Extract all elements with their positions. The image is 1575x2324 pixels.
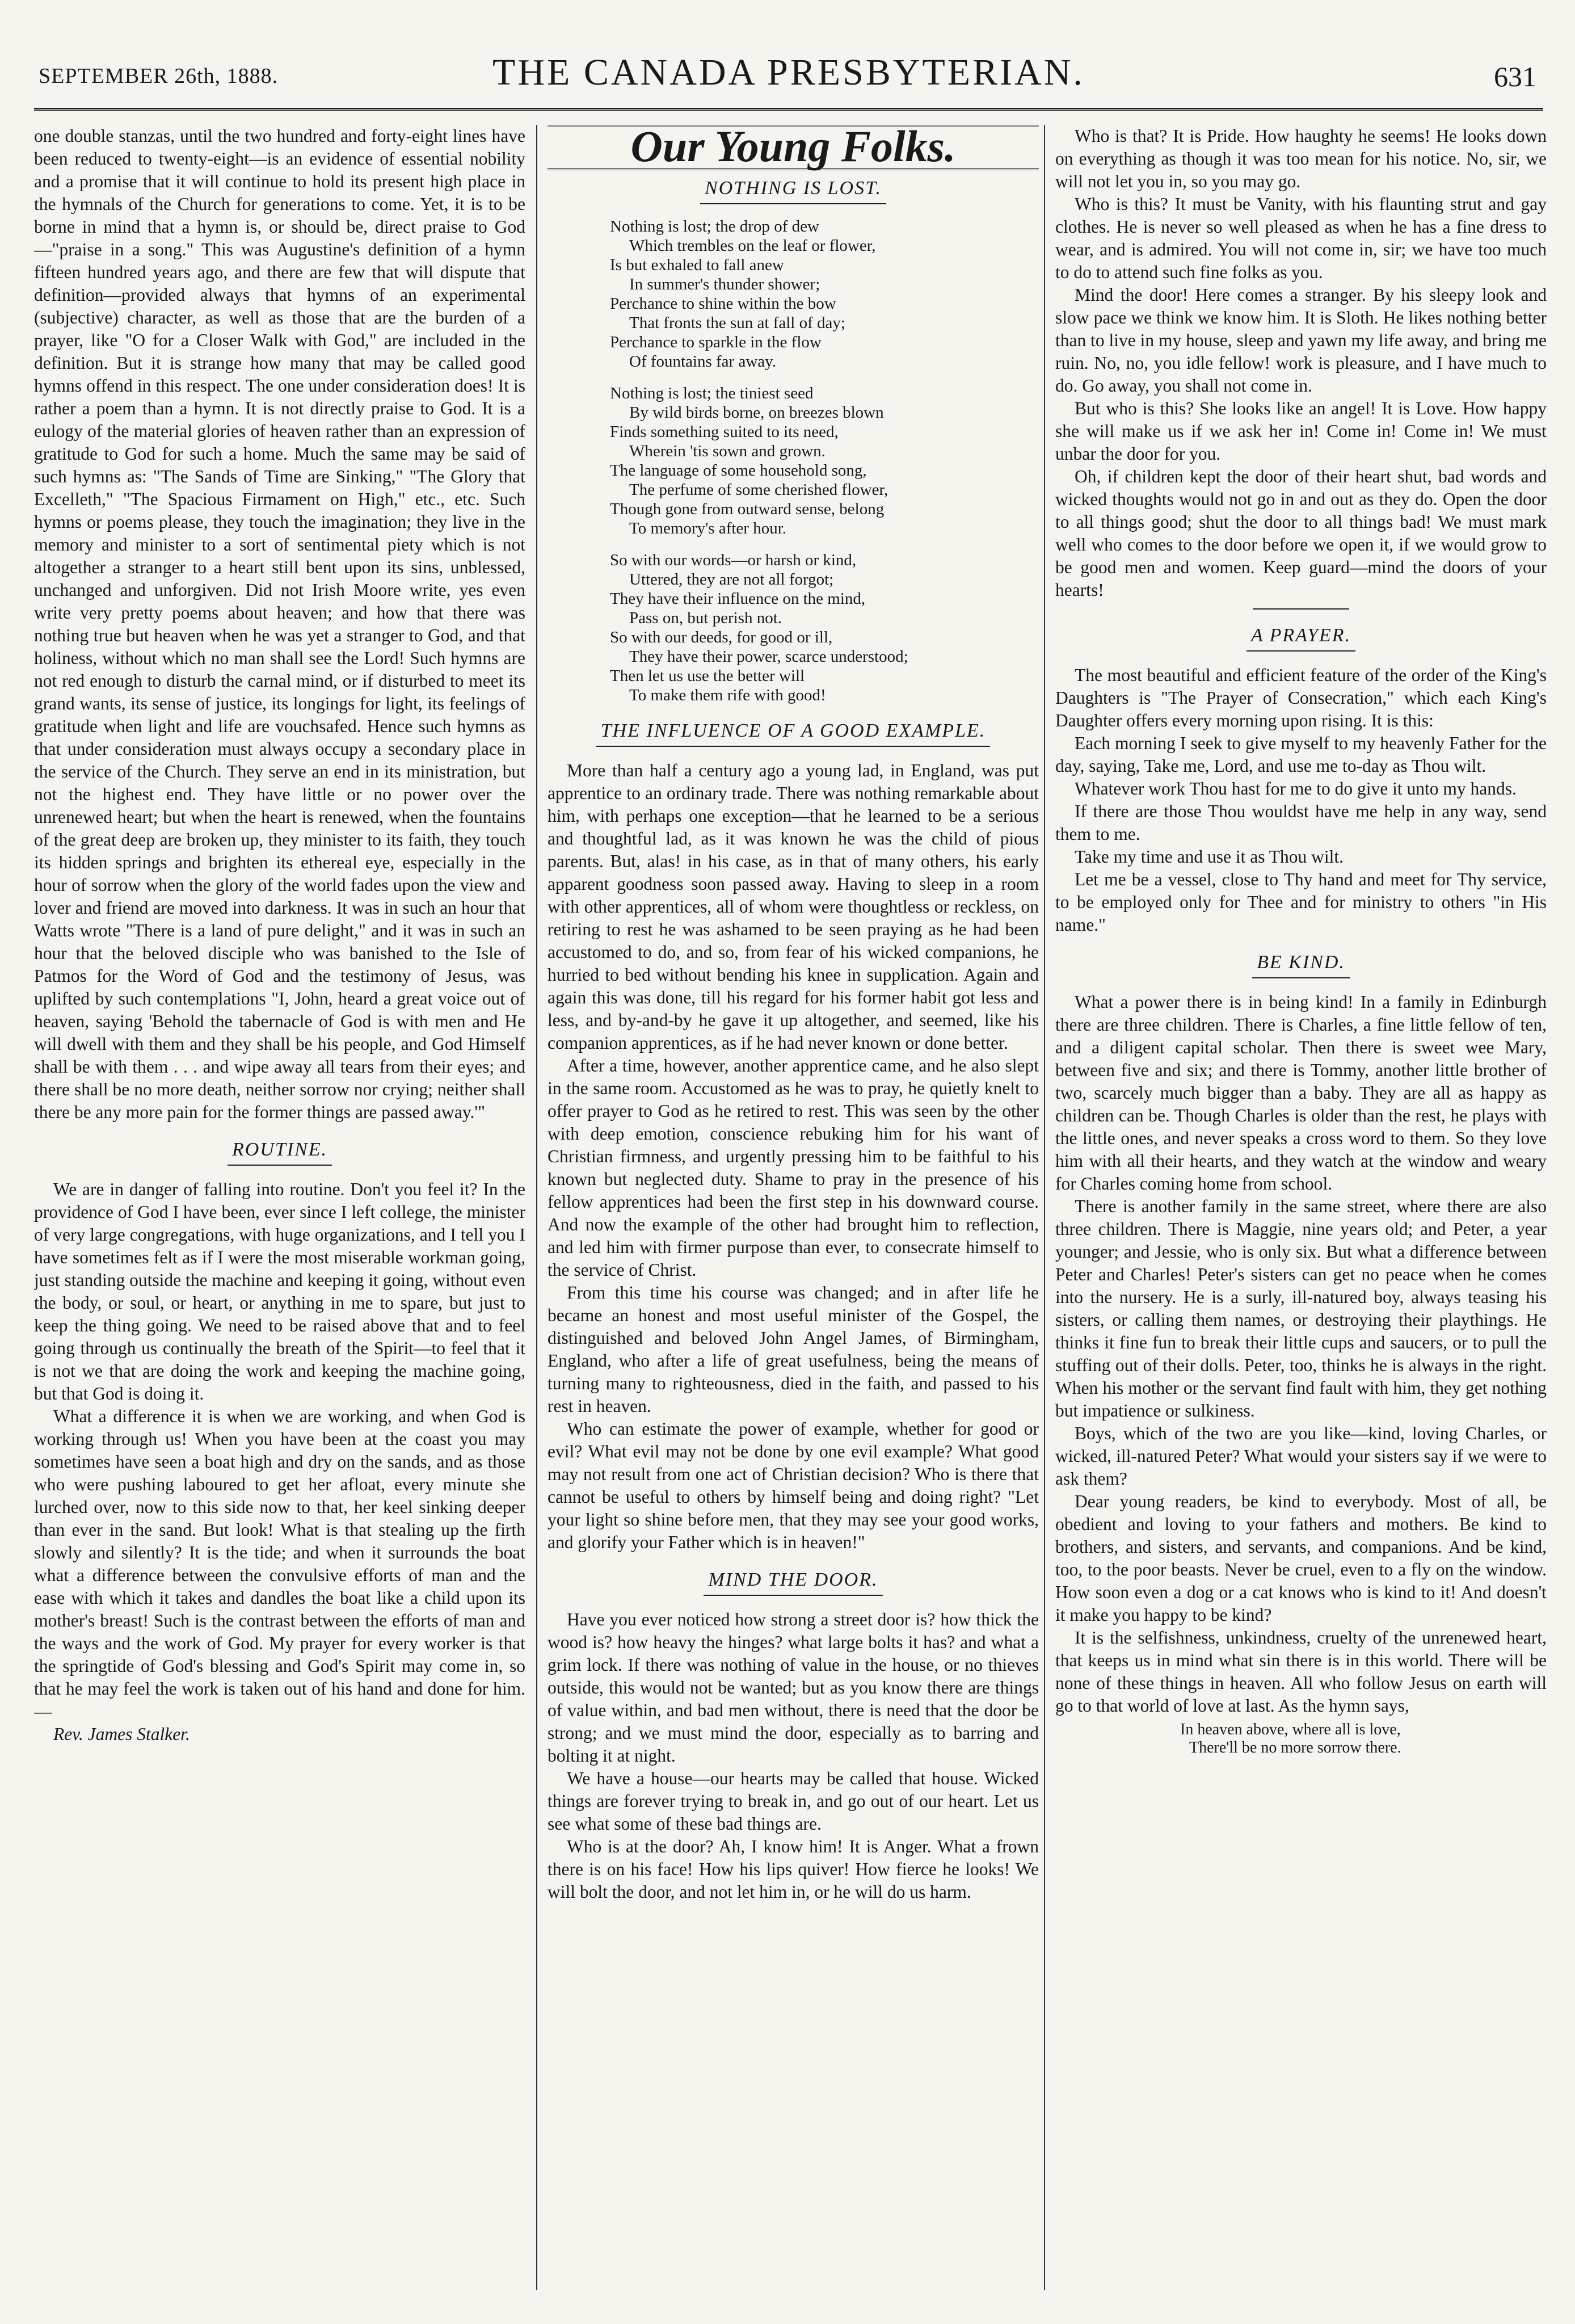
poem-line: Is but exhaled to fall anew: [610, 256, 784, 274]
poem-line: Of fountains far away.: [629, 352, 777, 371]
influence-heading-text: THE INFLUENCE OF A GOOD EXAMPLE.: [596, 720, 991, 747]
influence-paragraph: Who can estimate the power of example, whether for good or evil? What evil may not be done by one evil example? What good may not result from one act of Christian decision? Who is there that cannot be useful to others by himself being and doing right? "Let your light so shine before men, that they may see your good works, and glorify your Father which is in heaven!": [548, 1419, 1039, 1552]
column-2: [548, 125, 1039, 2293]
column-1: [34, 125, 525, 2293]
kind-heading: [1055, 951, 1547, 978]
door-paragraph: Mind the door! Here comes a stranger. By his sleepy look and slow pace we think we know him. It is Sloth. He likes nothing better than to live in my house, sleep and yawn my life away, and bring me ruin. No, no, you idle fellow! work is pleasure, and I have much to do. Go away, you shall not come in.: [1055, 285, 1547, 396]
poem-line: That fronts the sun at fall of day;: [629, 314, 845, 332]
door-paragraph: Who is at the door? Ah, I know him! It is Anger. What a frown there is on his face! How his lips quiver! How fierce he looks! We will bolt the door, and not let him in, or he will do us harm.: [548, 1836, 1039, 1902]
routine-heading: [34, 1138, 525, 1166]
prayer-heading: [1055, 624, 1547, 652]
poem-line: Nothing is lost; the drop of dew: [610, 217, 819, 236]
poem-line: Then let us use the better will: [610, 667, 805, 685]
door-heading-text: MIND THE DOOR.: [704, 1569, 882, 1596]
influence-paragraph: From this time his course was changed; and in after life he became an honest and most useful minister of the Gospel, the distinguished and beloved John Angel James, of Birmingham, England, who after a life of great usefulness, being the means of turning many to righteousness, died in the faith, and passed to his rest in heaven.: [548, 1283, 1039, 1416]
poem-line: Perchance to shine within the bow: [610, 295, 836, 313]
kind-heading-text: BE KIND.: [1252, 951, 1350, 978]
column-rule: [536, 125, 537, 2290]
section-title: Our Young Folks.: [548, 125, 1039, 170]
routine-paragraph: What a difference it is when we are working, and when God is working through us! When you have been at the coast you may sometimes have seen a boat high and dry on the sands, and as those who were pushing laboured to get her afloat, every minute she lurched over, now to this side now to that, her keel sinking deeper than ever in the sand. But look! What is that stealing up the firth slowly and silently? It is the tide; and when it surrounds the boat what a difference between the convulsive efforts of man and the ease with which it takes and dandles the boat like a child upon its mother's breast! Such is the contrast between the efforts of man and the ways and the work of God. My prayer for every worker is that the springtide of God's blessing and God's Spirit may come in, so that he may feel the work is taken out of his hand and done for him.—: [34, 1406, 525, 1721]
door-paragraph: Who is this? It must be Vanity, with his flaunting strut and gay clothes. He is never so well pleased as when he has a fine dress to wear, and is admired. You will not come in, sir; we have too much to do to attend such fine folks as you.: [1055, 194, 1547, 282]
kind-paragraph: Dear young readers, be kind to everybody. Most of all, be obedient and loving to your fathers and mothers. Be kind to brothers, and sisters, and servants, and companions. And be kind, too, to the poor beasts. Never be cruel, even to a fly on the window. How soon even a dog or a cat knows who is kind to it! And doesn't it make you happy to be kind?: [1055, 1491, 1547, 1625]
poem-line: They have their power, scarce understood;: [629, 648, 908, 666]
routine-signature: Rev. James Stalker.: [53, 1724, 190, 1744]
masthead: [34, 23, 1543, 111]
poem-heading-text: NOTHING IS LOST.: [700, 177, 886, 204]
prayer-paragraph: The most beautiful and efficient feature of the order of the King's Daughters is "The Prayer of Consecration," which each King's Daughter offers every morning upon rising. It is this:: [1055, 665, 1547, 730]
routine-paragraph: We are in danger of falling into routine. Don't you feel it? In the providence of God I have been, ever since I left college, the minister of very large congregations, with huge organizations, and I tell you I have sometimes felt as if I were the most miserable workman going, just standing outside the machine and keeping it going, without even the body, or soul, or heart, or anything in me to spare, but just to keep the thing going. We need to be raised above that and to feel going through us continually the breath of the Spirit—to feel that it is not we that are doing the work and keeping the machine going, but that God is doing it.: [34, 1179, 525, 1403]
hymn-article-paragraph: one double stanzas, until the two hundred and forty-eight lines have been reduced to twenty-eight—is an evidence of essential nobility and a promise that it will continue to hold its present high place in the hymnals of the Church for generations to come. Yet, it is to be borne in mind that a hymn is, or should be, direct praise to God—"praise in a song." This was Augustine's definition of a hymn fifteen hundred years ago, and there are few that will dispute that definition—provided always that hymns of an experimental (subjective) character, as well as those that are the burden of a prayer, like "O for a Closer Walk with God," are included in the definition. But it is strange how many that may be called good hymns offend in this respect. The one under consideration does! It is rather a poem than a hymn. It is not directly praise to God. It is a eulogy of the material glories of heaven rather than an expression of gratitude to God for such a home. Much the same may be said of such hymns as: "The Sands of Time are Sinking," "The Glory that Excelleth," "The Spacious Firmament on High," etc., etc. Such hymns or poems please, they touch the imagination; they live in the memory and minister to a sort of sentimental piety which is not altogether a stranger to a heart still bent upon its sins, unblessed, unchanged and unforgiven. Did not Irish Moore write, yes even write very pretty poems about heaven; and how that there was nothing true but heaven when he was yet a stranger to God, and that holiness, without which no man shall see the Lord! Such hymns are not red enough to disturb the carnal mind, or if disturbed to meet its grand wants, its sense of justice, its longings for light, its feelings of gratitude when light and life are vouchsafed. Hence such hymns as that under consideration must always occupy a secondary place in the service of the Church. They serve an end in its ministration, but not the highest end. They have little or no power over the unrenewed heart; but when the heart is renewed, when the fountains of the great deep are broken up, they minister to its faith, they touch its hidden springs and brighten its ethereal eye, especially in the hour of sorrow when the glory of the world fades upon the view and lover and friend are moved into darkness. It was in such an hour that Watts wrote "There is a land of pure delight," and it was in such an hour that the beloved disciple who was banished to the Isle of Patmos for the Word of God and the testimony of Jesus, was uplifted by such contemplations "I, John, heard a great voice out of heaven, saying 'Behold the tabernacle of God is with men and He will dwell with them and they shall be his people, and God Himself shall be with them . . . and wipe away all tears from their eyes; and there shall be no more death, neither sorrow nor crying; neither shall there be any more pain for the former things are passed away.'": [34, 126, 525, 1122]
poem-stanza: [610, 550, 1039, 705]
poem-line: Wherein 'tis sown and grown.: [629, 442, 826, 460]
door-paragraph: Oh, if children kept the door of their heart shut, bad words and wicked thoughts would not go in and out as they do. Open the door to all things good; shut the door to all things bad! We must mark well who comes to the door before we open it, if we would grow to be good men and women. Keep guard—mind the doors of your hearts!: [1055, 467, 1547, 600]
poem-line: Though gone from outward sense, belong: [610, 500, 885, 518]
door-paragraph: But who is this? She looks like an angel! It is Love. How happy she will make us if we ask her in! Come in! Come in! We must unbar the door for you.: [1055, 398, 1547, 464]
kind-paragraph: There is another family in the same street, where there are also three children. There is Maggie, nine years old; and Peter, a year younger; and Jessie, who is only six. But what a difference between Peter and Charles! Peter's sisters can get no peace when he comes into the nursery. He is a surly, ill-natured boy, always teasing his sisters, or calling them names, or destroying their playthings. He thinks it fine fun to break their little cups and saucers, or to pull the stuffing out of their dolls. Peter, too, thinks he is always in the right. When his mother or the servant find fault with him, they get nothing but impatience or sulkiness.: [1055, 1196, 1547, 1421]
poem-line: Perchance to sparkle in the flow: [610, 333, 822, 351]
poem-line: Uttered, they are not all forgot;: [629, 570, 834, 589]
poem-line: The language of some household song,: [610, 461, 867, 480]
poem-line: Which trembles on the leaf or flower,: [629, 237, 876, 255]
influence-paragraph: After a time, however, another apprentice came, and he also slept in the same room. Accustomed as he was to pray, he quietly knelt to offer prayer to God as he retired to rest. This was seen by the other with deep emotion, conscience rebuking him for his want of Christian firmness, and urgently pressing him to be faithful to his known but neglected duty. Shame to pray in the presence of his fellow apprentices had been the first step in his downward course. And now the example of the other had brought him to reflection, and led him with firmer purpose than ever, to consecrate himself to the service of Christ.: [548, 1056, 1039, 1280]
poem-line: The perfume of some cherished flower,: [629, 481, 888, 499]
door-paragraph: Have you ever noticed how strong a street door is? how thick the wood is? how heavy the hinges? what large bolts it has? and what a grim lock. If there was nothing of value in the house, or no thieves outside, this would not be wanted; but as you know there are things of value within, and bad men without, there is need that the door be strong; and we must mind the door, especially as to barring and bolting it at night.: [548, 1609, 1039, 1766]
poem-heading: [548, 177, 1039, 204]
page-number: 631: [1494, 61, 1536, 93]
newspaper-title: THE CANADA PRESBYTERIAN.: [492, 52, 1085, 93]
kind-paragraph: Boys, which of the two are you like—kind, loving Charles, or wicked, ill-natured Peter? What would your sisters say if we were to ask them?: [1055, 1423, 1547, 1489]
poem-line: Finds something suited to its need,: [610, 423, 839, 441]
influence-paragraph: More than half a century ago a young lad, in England, was put apprentice to an ordinary trade. There was nothing remarkable about him, with perhaps one exception—that he learned to be a serious and thoughtful lad, as it was known he was the child of pious parents. But, alas! in his case, as in that of many others, his early apparent goodness soon passed away. Having to sleep in a room with other apprentices, all of whom were thoughtless or reckless, on retiring to rest he was ashamed to be seen praying as he had been accustomed to do, and so, from fear of his wicked companions, he hurried to bed without bending his knee in supplication. Again and again this was done, till his regard for his former habit got less and less, and by-and-by he gave it up altogether, and seemed, like his companion apprentices, as if he had never known or done better.: [548, 760, 1039, 1053]
door-heading: [548, 1569, 1039, 1596]
prayer-paragraph: Take my time and use it as Thou wilt.: [1075, 847, 1344, 867]
column-3: [1055, 125, 1547, 2293]
poem-line: In summer's thunder shower;: [629, 275, 820, 293]
poem-stanza: [610, 217, 1039, 371]
prayer-paragraph: If there are those Thou wouldst have me help in any way, send them to me.: [1055, 801, 1547, 844]
poem-line: So with our deeds, for good or ill,: [610, 628, 833, 646]
prayer-paragraph: Let me be a vessel, close to Thy hand and meet for Thy service, to be employed only for Thee and for ministry to others "in His name.": [1055, 869, 1547, 935]
poem-line: To make them rife with good!: [629, 686, 826, 704]
poem-line: So with our words—or harsh or kind,: [610, 551, 857, 569]
column-rule: [1044, 125, 1045, 2290]
influence-heading: [548, 720, 1039, 747]
prayer-heading-text: A PRAYER.: [1246, 624, 1355, 652]
door-paragraph: Who is that? It is Pride. How haughty he seems! He looks down on everything as though it was too mean for his notice. No, sir, we will not let you in, so you may go.: [1055, 126, 1547, 191]
prayer-paragraph: Whatever work Thou hast for me to do give it unto my hands.: [1075, 779, 1517, 799]
poem-line: By wild birds borne, on breezes blown: [629, 404, 884, 422]
poem-stanza: [610, 384, 1039, 538]
closing-verse-line: In heaven above, where all is love,: [1180, 1721, 1401, 1738]
closing-verse-line: There'll be no more sorrow there.: [1189, 1739, 1401, 1756]
prayer-paragraph: Each morning I seek to give myself to my heavenly Father for the day, saying, Take me, Lord, and use me to-day as Thou wilt.: [1055, 733, 1547, 776]
door-paragraph: We have a house—our hearts may be called that house. Wicked things are forever trying to break in, and go out of our heart. Let us see what some of these bad things are.: [548, 1768, 1039, 1834]
poem-line: Nothing is lost; the tiniest seed: [610, 384, 814, 402]
closing-verse: [1055, 1721, 1547, 1757]
kind-paragraph: What a power there is in being kind! In a family in Edinburgh there are three children. There is Charles, a fine little fellow of ten, and a diligent capital scholar. Then there is sweet wee Mary, between five and six; and there is Tommy, another little brother of two, scarcely much bigger than a baby. They are all as happy as children can be. Though Charles is older than the rest, he plays with the little ones, and never speaks a cross word to them. So they love him with all their hearts, and they watch at the window and weary for Charles coming home from school.: [1055, 992, 1547, 1193]
newspaper-page: [34, 23, 1547, 2304]
issue-date: SEPTEMBER 26th, 1888.: [39, 64, 279, 88]
poem-line: They have their influence on the mind,: [610, 590, 866, 608]
section-divider: [1253, 608, 1349, 610]
routine-heading-text: ROUTINE.: [228, 1138, 332, 1166]
poem: [548, 217, 1039, 705]
poem-line: To memory's after hour.: [629, 519, 787, 537]
poem-line: Pass on, but perish not.: [629, 609, 782, 627]
kind-paragraph: It is the selfishness, unkindness, cruelty of the unrenewed heart, that keeps us in mind what sin there is in this world. There will be none of these things in heaven. All who follow Jesus on earth will go to that world of love at last. As the hymn says,: [1055, 1628, 1547, 1716]
